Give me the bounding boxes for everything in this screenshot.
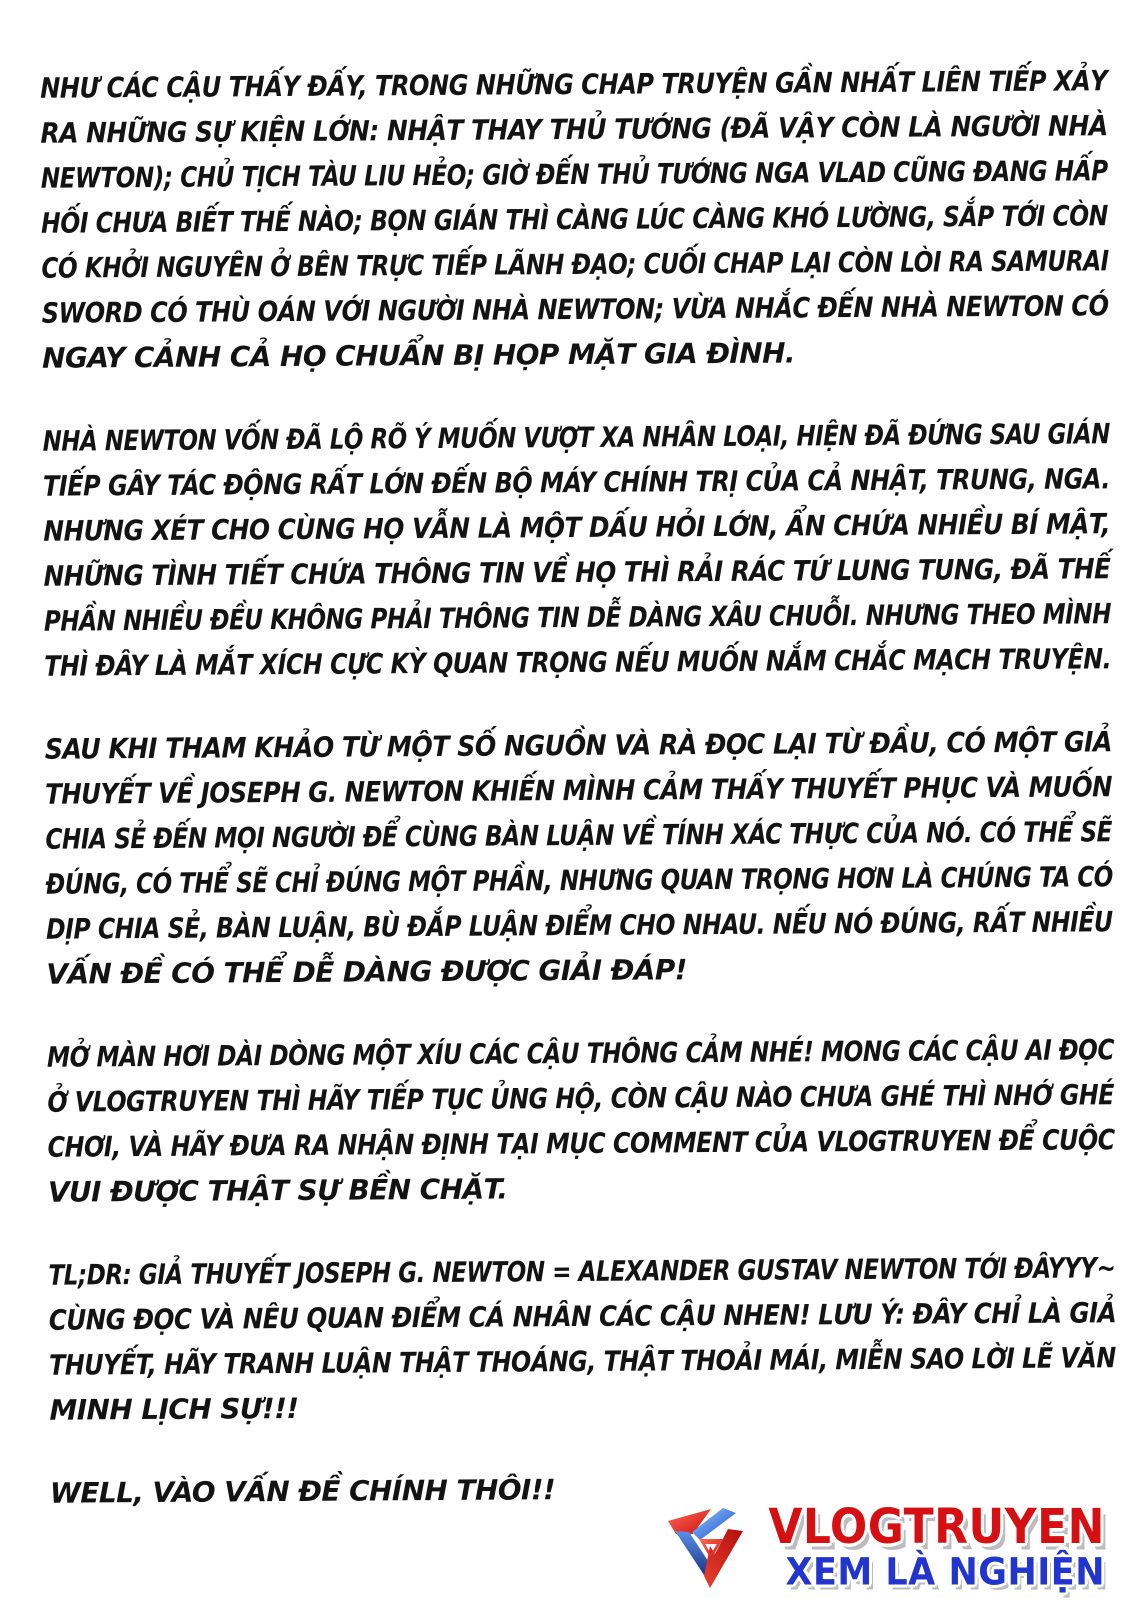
note-text-block xyxy=(40,58,1117,1556)
text-line: NHỮNG TÌNH TIẾT CHỨA THÔNG TIN VỀ HỌ THÌ RẢI RÁC TỨ LUNG TUNG, ĐÃ THẾ xyxy=(43,552,1111,593)
vlogtruyen-logo xyxy=(666,1499,1105,1595)
text-line: SAU KHI THAM KHẢO TỪ MỘT SỐ NGUỒN VÀ RÀ ĐỌC LẠI TỪ ĐẦU, CÓ MỘT GIẢ xyxy=(44,725,1113,766)
text-line: VẤN ĐỀ CÓ THỂ DỄ DÀNG ĐƯỢC GIẢI ĐÁP! xyxy=(46,953,687,991)
text-line: TIẾP GÂY TÁC ĐỘNG RẤT LỚN ĐẾN BỘ MÁY CHÍNH TRỊ CỦA CẢ NHẬT, TRUNG, NGA. xyxy=(42,462,1111,503)
text-line: CÙNG ĐỌC VÀ NÊU QUAN ĐIỂM CÁ NHÂN CÁC CẬU NHEN! LƯU Ý: ĐÂY CHỈ LÀ GIẢ xyxy=(48,1296,1117,1337)
text-line: CHƠI, VÀ HÃY ĐƯA RA NHẬN ĐỊNH TẠI MỤC COMMENT CỦA VLOGTRUYEN ĐỂ CUỘC xyxy=(47,1123,1115,1164)
text-line: CÓ KHỞI NGUYÊN Ở BÊN TRỰC TIẾP LÃNH ĐẠO; CUỐI CHAP LẠI CÒN LÒI RA SAMURAI xyxy=(41,244,1109,285)
v-triangle-icon xyxy=(666,1506,762,1592)
text-line: DỊP CHIA SẺ, BÀN LUẬN, BÙ ĐẮP LUẬN ĐIỂM CHO NHAU. NẾU NÓ ĐÚNG, RẤT NHIỀU xyxy=(45,905,1113,946)
text-line: TL;DR: GIẢ THUYẾT JOSEPH G. NEWTON = ALEXANDER GUSTAV NEWTON TỚI ĐÂYYY~ xyxy=(48,1251,1116,1292)
text-line: THÌ ĐÂY LÀ MẮT XÍCH CỰC KỲ QUAN TRỌNG NẾU MUỐN NẮM CHẮC MẠCH TRUYỆN. xyxy=(44,642,1112,683)
paragraph-3 xyxy=(45,719,1114,996)
text-line: PHẦN NHIỀU ĐỀU KHÔNG PHẢI THÔNG TIN DỄ DÀNG XÂU CHUỖI. NHƯNG THEO MÌNH xyxy=(43,597,1112,638)
text-line: CHIA SẺ ĐẾN MỌI NGƯỜI ĐỂ CÙNG BÀN LUẬN VỀ TÍNH XÁC THỰC CỦA NÓ. CÓ THỂ SẼ xyxy=(45,815,1113,856)
text-line: MINH LỊCH SỰ!!! xyxy=(49,1391,299,1427)
text-line: NHÀ NEWTON VỐN ĐÃ LỘ RÕ Ý MUỐN VƯỢT XA NHÂN LOẠI, HIỆN ĐÃ ĐỨNG SAU GIÁN xyxy=(42,417,1111,458)
text-line: RA NHỮNG SỰ KIỆN LỚN: NHẬT THAY THỦ TƯỚNG (ĐÃ VẬY CÒN LÀ NGƯỜI NHÀ xyxy=(40,109,1108,150)
logo-title: VLOGTRUYEN xyxy=(768,1499,1105,1556)
text-line: ĐÚNG, CÓ THỂ SẼ CHỈ ĐÚNG MỘT PHẦN, NHƯNG QUAN TRỌNG HƠN LÀ CHÚNG TA CÓ xyxy=(45,860,1113,901)
paragraph-1 xyxy=(40,58,1109,380)
text-line: MỞ MÀN HƠI DÀI DÒNG MỘT XÍU CÁC CẬU THÔNG CẢM NHÉ! MONG CÁC CẬU AI ĐỌC xyxy=(46,1033,1115,1074)
paragraph-2 xyxy=(42,411,1111,688)
paragraph-5-tldr xyxy=(48,1245,1116,1432)
text-line: WELL, VÀO VẤN ĐỀ CHÍNH THÔI!! xyxy=(49,1473,556,1510)
text-line: SWORD CÓ THÙ OÁN VỚI NGƯỜI NHÀ NEWTON; VỪA NHẮC ĐẾN NHÀ NEWTON CÓ xyxy=(41,289,1109,330)
paragraph-4 xyxy=(47,1027,1115,1214)
text-line: HỐI CHƯA BIẾT THẾ NÀO; BỌN GIÁN THÌ CÀNG LÚC CÀNG KHÓ LƯỜNG, SẮP TỚI CÒN xyxy=(40,199,1108,240)
text-line: NGAY CẢNH CẢ HỌ CHUẨN BỊ HỌP MẶT GIA ĐÌNH. xyxy=(41,336,796,375)
text-line: NHƯ CÁC CẬU THẤY ĐẤY, TRONG NHỮNG CHAP TRUYỆN GẦN NHẤT LIÊN TIẾP XẢY xyxy=(40,64,1108,105)
text-line: VUI ĐƯỢC THẬT SỰ BỀN CHẶT. xyxy=(47,1172,508,1209)
text-line: THUYẾT VỀ JOSEPH G. NEWTON KHIẾN MÌNH CẢM THẤY THUYẾT PHỤC VÀ MUỐN xyxy=(44,770,1113,811)
text-line: THUYẾT, HÃY TRANH LUẬN THẬT THOÁNG, THẬT THOẢI MÁI, MIỄN SAO LỜI LẼ VĂN xyxy=(48,1341,1116,1382)
text-line: NEWTON); CHỦ TỊCH TÀU LIU HẺO; GIỜ ĐẾN THỦ TƯỚNG NGA VLAD CŨNG ĐANG HẤP xyxy=(40,154,1108,195)
logo-tagline: XEM LÀ NGHIỆN xyxy=(785,1550,1105,1595)
logo-text-block xyxy=(768,1499,1105,1595)
text-line: NHƯNG XÉT CHO CÙNG HỌ VẪN LÀ MỘT DẤU HỎI LỚN, ẨN CHỨA NHIỀU BÍ MẬT, xyxy=(43,507,1111,548)
text-line: Ở VLOGTRUYEN THÌ HÃY TIẾP TỤC ỦNG HỘ, CÒN CẬU NÀO CHƯA GHÉ THÌ NHỚ GHÉ xyxy=(47,1078,1115,1119)
